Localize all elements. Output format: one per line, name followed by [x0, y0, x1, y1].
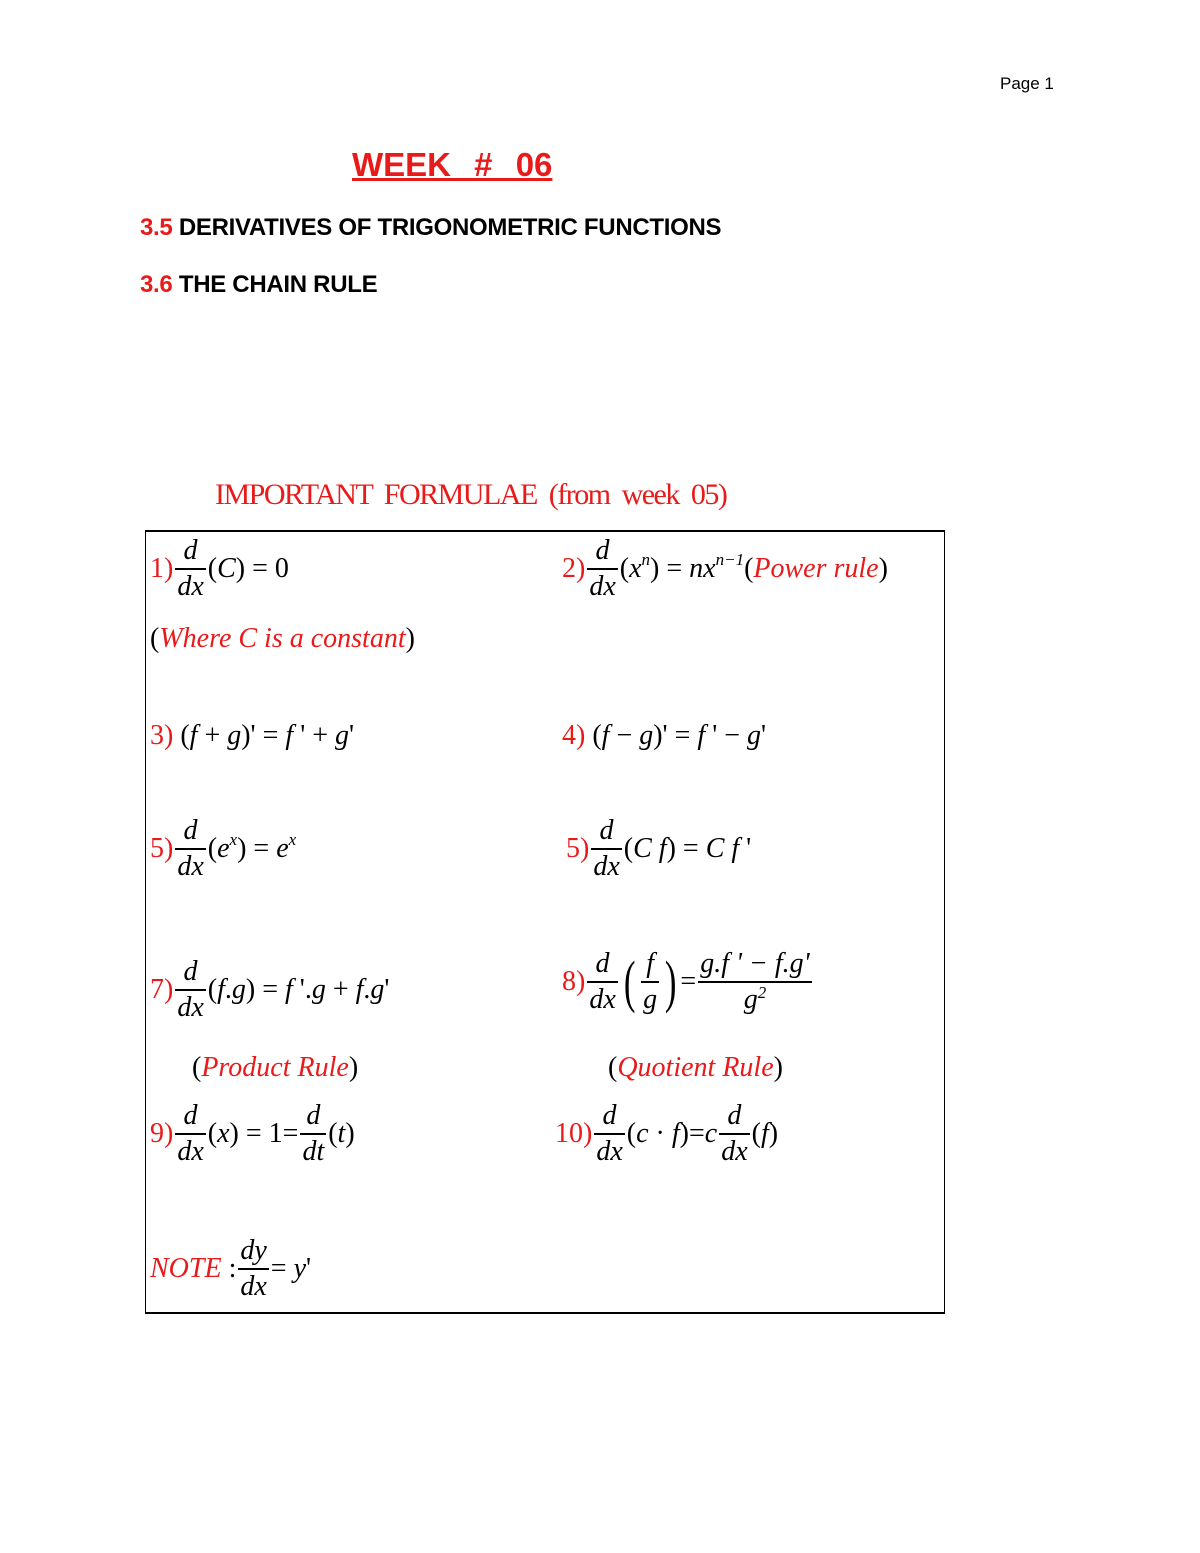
formula-difference-rule: 4) (f − g)' = f ' − g'	[562, 720, 767, 751]
power-rule-label: Power rule	[753, 552, 879, 584]
fraction: $\frac{g.f ' - f.g'}{g^2}$	[700, 948, 810, 1015]
fraction: $\frac{d}{dx}$	[177, 1100, 204, 1167]
fraction: $\frac{f}{g}$	[643, 948, 658, 1015]
fraction: $\frac{d}{dx}$	[177, 815, 204, 882]
product-rule-caption: (Product Rule)	[192, 1052, 359, 1083]
formula-number: 5)	[566, 832, 590, 864]
caption-text: Quotient Rule	[617, 1052, 774, 1083]
fraction: $\frac{d}{dx}$	[177, 956, 204, 1023]
fraction: $\frac{dy}{dx}$	[240, 1235, 267, 1302]
formula-1-note: (Where C is a constant)	[150, 623, 415, 654]
formula-number: 10)	[555, 1117, 593, 1149]
quotient-rule-caption: (Quotient Rule)	[608, 1052, 783, 1083]
fraction: $\frac{d}{dt}$	[302, 1100, 325, 1167]
formula-sum-rule: 3) (f + g)' = f ' + g'	[150, 720, 355, 751]
formula-constant-product: 10) $\frac{d}{dx}$ (c · f)=c $\frac{d}{dx}$ (f)	[555, 1100, 779, 1167]
section-number: 3.6	[140, 271, 173, 298]
formula-number: 3)	[150, 720, 174, 751]
fraction: $\frac{d}{dx}$	[593, 815, 620, 882]
formula-number: 5)	[150, 832, 174, 864]
formula-exponential: 5) $\frac{d}{dx}$ $(e^x) = e^x$	[150, 815, 297, 882]
page-number: Page 1	[1000, 74, 1054, 93]
formula-power-rule: 2) $\frac{d}{dx}$ $(x^n)$ = $nx^{n-1}(Power$ rule)	[562, 535, 888, 602]
formula-number: 8)	[562, 965, 586, 997]
formulae-heading: IMPORTANT FORMULAE (from week 05)	[215, 478, 727, 511]
formula-dx-dx: 9) $\frac{d}{dx}$ (x) = 1= $\frac{d}{dt}$ (t)	[150, 1100, 355, 1167]
week-title: WEEK # 06	[352, 146, 553, 183]
note-label: NOTE	[150, 1252, 222, 1284]
formula-number: 9)	[150, 1117, 174, 1149]
fraction: $\frac{d}{dx}$	[589, 535, 616, 602]
section-title: DERIVATIVES OF TRIGONOMETRIC FUNCTIONS	[178, 214, 722, 241]
formula-number: 2)	[562, 552, 586, 584]
formula-product-rule: 7) $\frac{d}{dx}$ (f.g) = f '.g + f.g'	[150, 956, 390, 1023]
section-title: THE CHAIN RULE	[178, 271, 378, 298]
fraction: $\frac{d}{dx}$	[177, 535, 204, 602]
note-formula: NOTE : $\frac{dy}{dx}$ = y'	[150, 1235, 312, 1302]
formula-quotient-rule: 8) $\frac{d}{dx}$ ( $\frac{f}{g}$ ) = $\frac{g.f ' - f.g'}{g^2}$	[562, 948, 810, 1015]
formula-constant-rule: 1) $\frac{d}{dx}$ (C) = 0	[150, 535, 289, 602]
note-text: Where C is a constant	[159, 623, 406, 654]
fraction: $\frac{d}{dx}$	[589, 948, 616, 1015]
formula-number: 7)	[150, 973, 174, 1005]
fraction: $\frac{d}{dx}$	[596, 1100, 623, 1167]
section-heading-3-6	[140, 271, 377, 299]
section-number: 3.5	[140, 214, 173, 241]
formula-number: 1)	[150, 552, 174, 584]
caption-text: Product Rule	[201, 1052, 349, 1083]
formula-constant-multiple: 5) $\frac{d}{dx}$ (C f) = C f '	[566, 815, 752, 882]
section-heading-3-5	[140, 214, 721, 242]
formula-number: 4)	[562, 720, 586, 751]
fraction: $\frac{d}{dx}$	[721, 1100, 748, 1167]
